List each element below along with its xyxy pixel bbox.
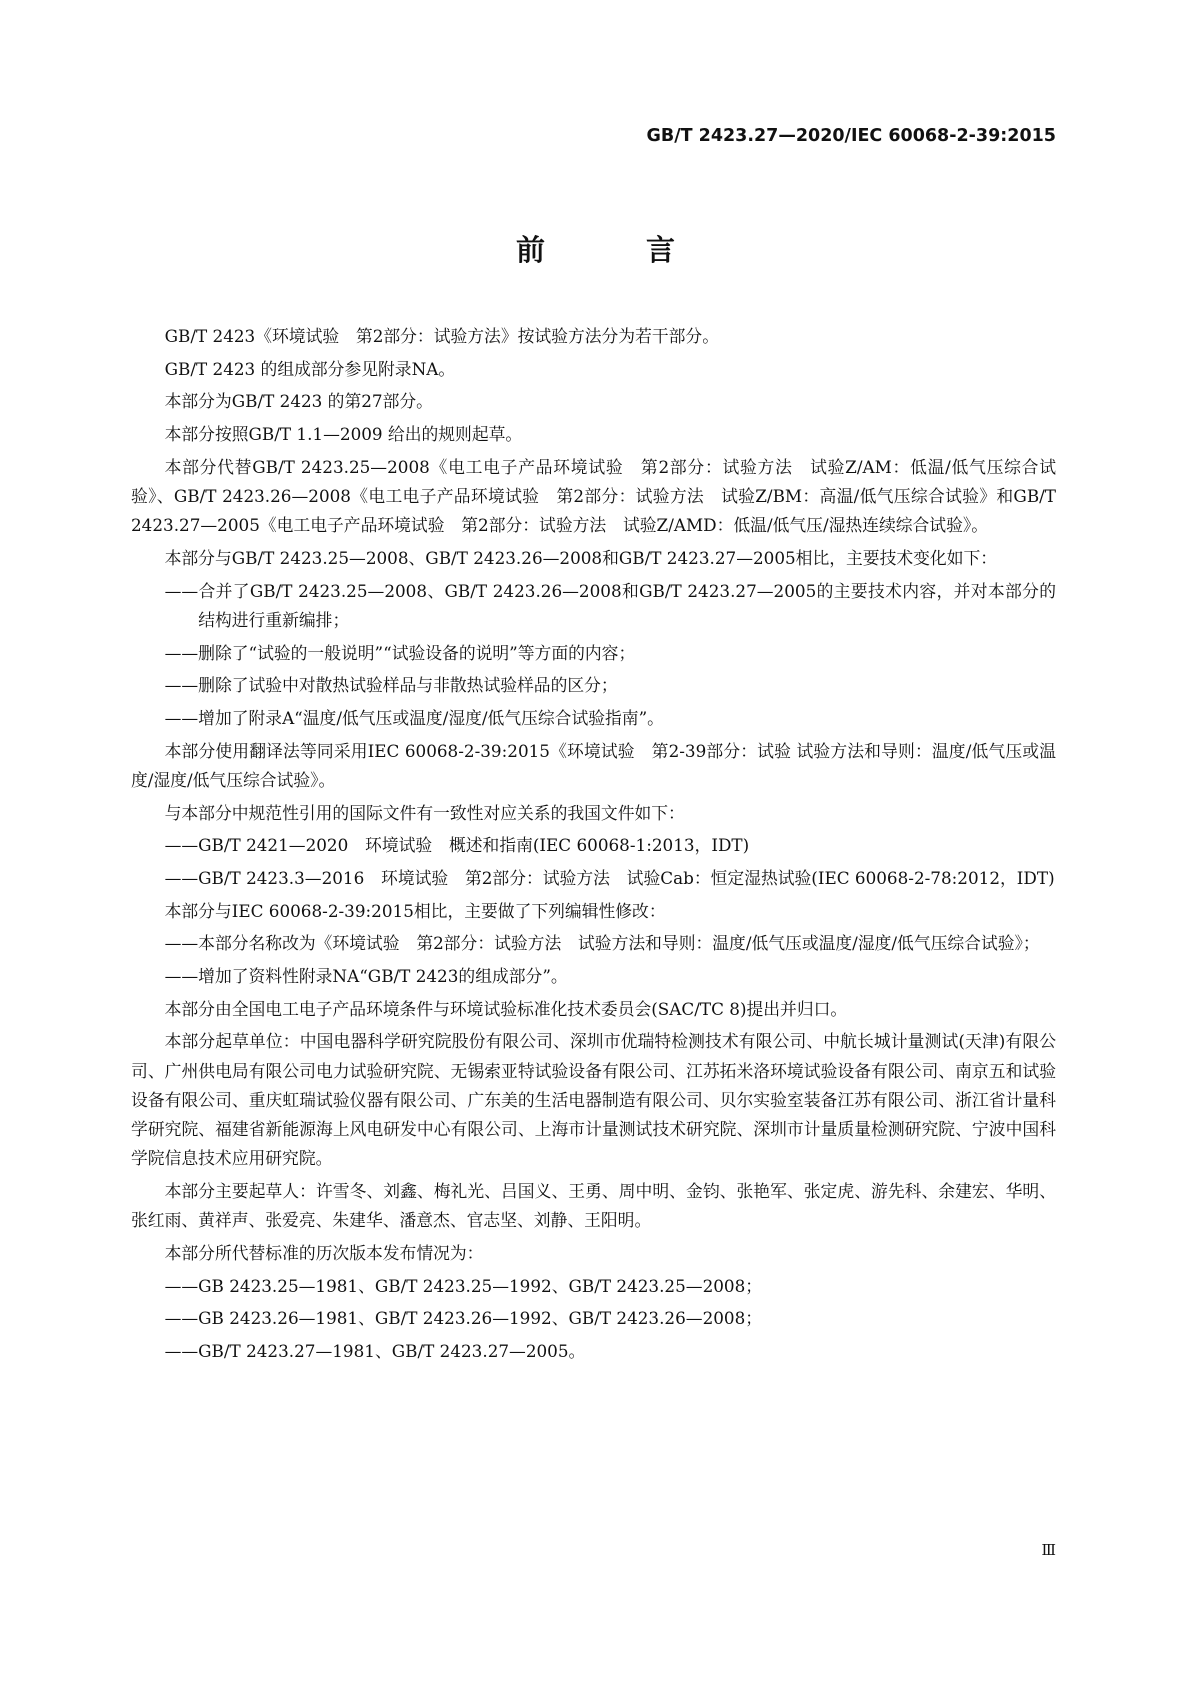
list-item: ——删除了“试验的一般说明”“试验设备的说明”等方面的内容； (164, 642, 636, 663)
list-item: ——删除了试验中对散热试验样品与非散热试验样品的区分； (164, 675, 618, 696)
list-item: ——本部分名称改为《环境试验 第2部分：试验方法 试验方法和导则：温度/低气压或温度/湿度/低气压综合试验》； (164, 933, 1040, 954)
list-item: ——GB 2423.25—1981、GB/T 2423.25—1992、GB/T 2423.25—2008； (164, 1275, 763, 1296)
paragraph: 本部分起草单位：中国电器科学研究院股份有限公司、深圳市优瑞特检测技术有限公司、中航长城计量测试(天津)有限公司、广州供电局有限公司电力试验研究院、无锡索亚特试验设备有限公司、江苏拓米洛环境试验设备有限公司、南京五和试验设备有限公司、重庆虹瑞试验仪器有限公司、广东美的生活电器制造有限公司、贝尔实验室装备江苏有限公司、浙江省计量科学研究院、福建省新能源海上风电研发中心有限公司、上海市计量测试技术研究院、深圳市计量质量检测研究院、宁波中国科学院信息技术应用研究院。 (131, 1031, 1056, 1169)
paragraph: 本部分主要起草人：许雪冬、刘鑫、梅礼光、吕国义、王勇、周中明、金钧、张艳军、张定虎、游先科、余建宏、华明、张红雨、黄祥声、张爱亮、朱建华、潘意杰、官志坚、刘静、王阳明。 (131, 1180, 1056, 1231)
paragraph: 本部分与GB/T 2423.25—2008、GB/T 2423.26—2008和GB/T 2423.27—2005相比，主要技术变化如下： (164, 547, 998, 568)
paragraph: 本部分由全国电工电子产品环境条件与环境试验标准化技术委员会(SAC/TC 8)提出并归口。 (164, 998, 848, 1019)
list-item: ——合并了GB/T 2423.25—2008、GB/T 2423.26—2008和GB/T 2423.27—2005的主要技术内容，并对本部分的结构进行重新编排； (164, 580, 1056, 630)
list-item: ——GB/T 2423.27—1981、GB/T 2423.27—2005。 (164, 1341, 586, 1361)
paragraph: 与本部分中规范性引用的国际文件有一致性对应关系的我国文件如下： (164, 802, 685, 823)
list-item: ——GB 2423.26—1981、GB/T 2423.26—1992、GB/T 2423.26—2008； (164, 1308, 763, 1329)
list-item: ——增加了附录A“温度/低气压或温度/湿度/低气压综合试验指南”。 (164, 707, 664, 728)
page-number: Ⅲ (1041, 1541, 1056, 1559)
paragraph: 本部分为GB/T 2423 的第27部分。 (164, 391, 433, 412)
paragraph: 本部分代替GB/T 2423.25—2008《电工电子产品环境试验 第2部分：试验方法 试验Z/AM：低温/低气压综合试验》、GB/T 2423.26—2008《电工电子产品环境试验 第2部分：试验方法 试验Z/BM：高温/低气压综合试验》和GB/T 2423.27—2005《电工电子产品环境试验 第2部分：试验方法 试验Z/AMD：低温/低气压/湿热连续综合试验》。 (131, 456, 1062, 536)
paragraph: 本部分使用翻译法等同采用IEC 60068-2-39:2015《环境试验 第2-39部分：试验 试验方法和导则：温度/低气压或温度/湿度/低气压综合试验》。 (131, 740, 1056, 790)
paragraph: 本部分与IEC 60068-2-39:2015相比，主要做了下列编辑性修改： (164, 900, 666, 921)
standard-code-header: GB/T 2423.27—2020/IEC 60068-2-39:2015 (646, 126, 1056, 146)
list-item: ——GB/T 2423.3—2016 环境试验 第2部分：试验方法 试验Cab：恒定湿热试验(IEC 60068-2-78:2012，IDT) (164, 867, 1055, 888)
paragraph: GB/T 2423 的组成部分参见附录NA。 (164, 358, 456, 379)
paragraph: GB/T 2423《环境试验 第2部分：试验方法》按试验方法分为若干部分。 (164, 326, 719, 346)
list-item: ——GB/T 2421—2020 环境试验 概述和指南(IEC 60068-1:2013，IDT) (164, 835, 750, 856)
foreword-body (131, 322, 1062, 1370)
list-item: ——增加了资料性附录NA“GB/T 2423的组成部分”。 (164, 966, 568, 987)
paragraph: 本部分按照GB/T 1.1—2009 给出的规则起草。 (164, 424, 523, 445)
paragraph: 本部分所代替标准的历次版本发布情况为： (164, 1242, 484, 1263)
page-title: 前 言 (515, 233, 711, 267)
